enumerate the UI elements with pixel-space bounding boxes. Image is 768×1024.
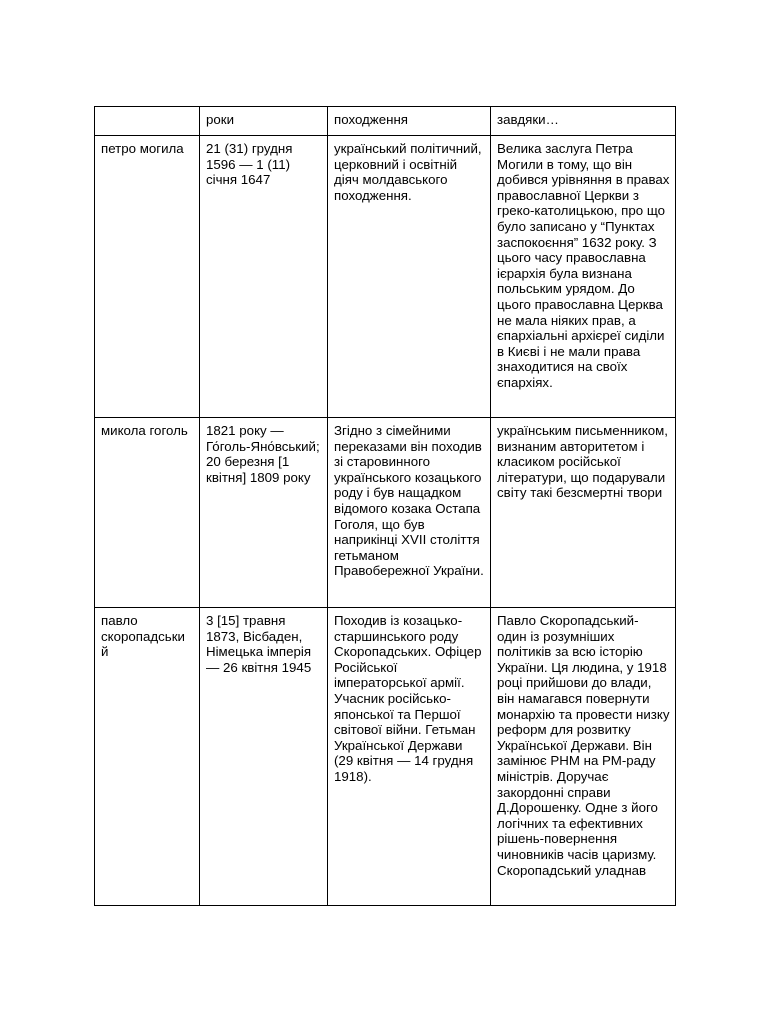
name-cell: павло скоропадськи й (95, 608, 200, 906)
origin-cell: Походив із козацько-старшинського роду Скоропадських. Офіцер Російської імператорської армії. Учасник російсько-японської та Першої світової війни. Гетьман Української Держави (29 квітня — 14 грудня 1918). (328, 608, 491, 906)
name-cell: микола гоголь (95, 418, 200, 608)
years-cell: 21 (31) грудня 1596 — 1 (11) січня 1647 (200, 136, 328, 418)
table-row (95, 608, 676, 906)
origin-cell: український політичний, церковний і освітній діяч молдавського походження. (328, 136, 491, 418)
merit-cell: українським письменником, визнаним авторитетом і класиком російської літератури, що подарували світу такі безсмертні твори (491, 418, 676, 608)
table-row (95, 418, 676, 608)
years-cell: 3 [15] травня 1873, Вісбаден, Німецька імперія — 26 квітня 1945 (200, 608, 328, 906)
header-cell-merit: завдяки… (491, 107, 676, 136)
table-row (95, 136, 676, 418)
table-header-row (95, 107, 676, 136)
header-cell-empty (95, 107, 200, 136)
merit-cell: Велика заслуга Петра Могили в тому, що він добився урівняння в правах православної Церкви з греко-католицькою, про що було записано у “Пунктах заспокоєння” 1632 року. З цього часу православна ієрархія була визнана польським урядом. До цього православна Церква не мала ніяких прав, а єпархіальні архієреї сиділи в Києві і не мали права знаходитися на своїх єпархіях. (491, 136, 676, 418)
name-cell: петро могила (95, 136, 200, 418)
header-cell-origin: походження (328, 107, 491, 136)
merit-cell: Павло Скоропадський- один із розумніших політиків за всю історію України. Ця людина, у 1918 році прийшови до влади, він намагався повернути монархію та провести низку реформ для розвитку Української Держави. Він замінює РНМ на РМ-раду міністрів. Доручає закордонні справи Д.Дорошенку. Одне з його логічних та ефективних рішень-повернення чиновників часів царизму. Скоропадський уладнав (491, 608, 676, 906)
years-cell: 1821 року — Го́голь-Яно́вський; 20 березня [1 квітня] 1809 року (200, 418, 328, 608)
history-table (94, 106, 676, 906)
origin-cell: Згідно з сімейними переказами він походив зі старовинного українського козацького роду і був нащадком відомого козака Остапа Гоголя, що був наприкінці XVII століття гетьманом Правобережної України. (328, 418, 491, 608)
header-cell-years: роки (200, 107, 328, 136)
